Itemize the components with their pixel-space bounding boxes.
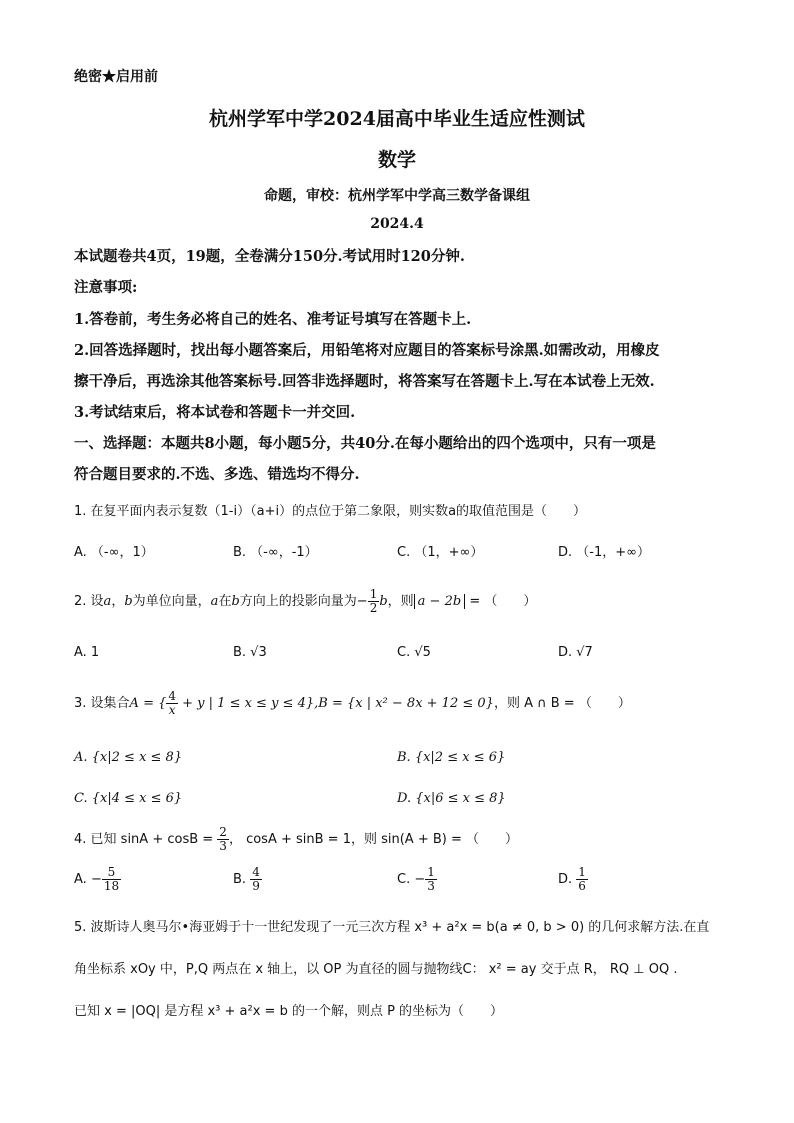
notice-item: 3.考试结束后，将本试卷和答题卡一并交回. bbox=[74, 404, 356, 421]
abs-expression: a − 2b bbox=[414, 594, 466, 609]
question-4-stem bbox=[74, 826, 518, 853]
composer-line: 命题，审校：杭州学军中学高三数学备课组 bbox=[264, 188, 530, 204]
fraction: $\frac{4}{x}$ bbox=[168, 689, 177, 717]
q2-option-c: C. √5 bbox=[397, 645, 431, 660]
question-5-line: 5. 波斯诗人奥马尔•海亚姆于十一世纪发现了一元三次方程 x³ + a²x = b(a ≠ 0, b > 0) 的几何求解方法.在直 bbox=[74, 920, 710, 935]
question-1-stem: 1. 在复平面内表示复数（1-i）（a+i）的点位于第二象限，则实数a的取值范围是（ ） bbox=[74, 504, 587, 519]
exam-summary: 本试题卷共4页，19题，全卷满分150分.考试用时120分钟. bbox=[74, 248, 465, 265]
subject-title: 数学 bbox=[377, 149, 416, 171]
q2-text: 为单位向量， bbox=[132, 594, 211, 609]
q2-text: ，则 bbox=[387, 594, 414, 609]
q3-option-b: B. {x|2 ≤ x ≤ 6} bbox=[397, 750, 506, 765]
q2-option-b: B. √3 bbox=[233, 645, 267, 660]
question-2-stem bbox=[74, 588, 536, 615]
question-5-line: 角坐标系 xOy 中，P,Q 两点在 x 轴上，以 OP 为直径的圆与抛物线C： x² = ay 交于点 R， RQ ⊥ OQ . bbox=[74, 962, 678, 977]
fraction: $\frac{2}{3}$ bbox=[219, 825, 227, 853]
q4-option-b: B. $\frac{4}{9}$ bbox=[233, 865, 260, 893]
vector-b: b bbox=[231, 594, 240, 609]
exam-title: 杭州学军中学2024届高中毕业生适应性测试 bbox=[209, 108, 585, 130]
question-5-line: 已知 x = |OQ| 是方程 x³ + a²x = b 的一个解，则点 P 的坐标为（ ） bbox=[74, 1004, 504, 1019]
q4-option-a: A. − $\frac{5}{18}$ bbox=[74, 865, 120, 893]
q3-option-a: A. {x|2 ≤ x ≤ 8} bbox=[74, 750, 183, 765]
question-3-stem bbox=[74, 690, 631, 717]
q4-lead: 4. 已知 sinA + cosB = bbox=[74, 832, 218, 847]
section-heading: 一、选择题：本题共8小题，每小题5分，共40分.在每小题给出的四个选项中，只有一项是 bbox=[74, 435, 656, 452]
q4-option-c: C. − $\frac{1}{3}$ bbox=[397, 865, 435, 893]
q2-option-a: A. 1 bbox=[74, 645, 100, 660]
q3-lead: 3. 设集合 bbox=[74, 696, 130, 711]
confidential-label: 绝密★启用前 bbox=[74, 69, 158, 85]
vector-b: b bbox=[124, 594, 133, 609]
q1-option-c: C. （1，+∞） bbox=[397, 545, 484, 560]
notice-item: 擦干净后，再选涂其他答案标号.回答非选择题时，将答案写在答题卡上.写在本试卷上无效. bbox=[74, 373, 655, 390]
vector-a: a bbox=[210, 594, 219, 609]
fraction: $\frac{1}{2}$ bbox=[369, 587, 378, 615]
set-a-open: A = { bbox=[129, 696, 167, 711]
q3-option-d: D. {x|6 ≤ x ≤ 8} bbox=[397, 791, 506, 806]
section-heading: 符合题目要求的.不选、多选、错选均不得分. bbox=[74, 466, 360, 483]
q2-text: 在 bbox=[218, 594, 232, 609]
set-b: B = {x | x² − 8x + 12 ≤ 0} bbox=[318, 696, 494, 711]
notice-item: 2.回答选择题时，找出每小题答案后，用铅笔将对应题目的答案标号涂黑.如需改动，用橡皮 bbox=[74, 342, 660, 359]
q2-comma: ， bbox=[111, 594, 125, 609]
q1-option-d: D. （-1，+∞） bbox=[558, 545, 650, 560]
notice-title: 注意事项: bbox=[74, 279, 138, 296]
q3-option-c: C. {x|4 ≤ x ≤ 6} bbox=[74, 791, 183, 806]
notice-item: 1.答卷前，考生务必将自己的姓名、准考证号填写在答题卡上. bbox=[74, 311, 472, 328]
set-a-rest: + y | 1 ≤ x ≤ y ≤ 4}, bbox=[178, 696, 319, 711]
q1-option-a: A. （-∞，1） bbox=[74, 545, 154, 560]
q2-tail: = （ ） bbox=[465, 594, 537, 609]
q1-option-b: B. （-∞，-1） bbox=[233, 545, 318, 560]
q4-rest: ， cosA + sinB = 1，则 sin(A + B) = （ ） bbox=[228, 832, 518, 847]
vector-b: b bbox=[379, 594, 388, 609]
vector-a: a bbox=[103, 594, 112, 609]
q4-option-d: D. $\frac{1}{6}$ bbox=[558, 865, 586, 893]
q3-tail: ，则 A ∩ B = （ ） bbox=[493, 696, 631, 711]
q2-text: 方向上的投影向量为− bbox=[239, 594, 368, 609]
q2-option-d: D. √7 bbox=[558, 645, 593, 660]
q2-lead: 2. 设 bbox=[74, 594, 104, 609]
exam-date: 2024.4 bbox=[370, 216, 424, 232]
